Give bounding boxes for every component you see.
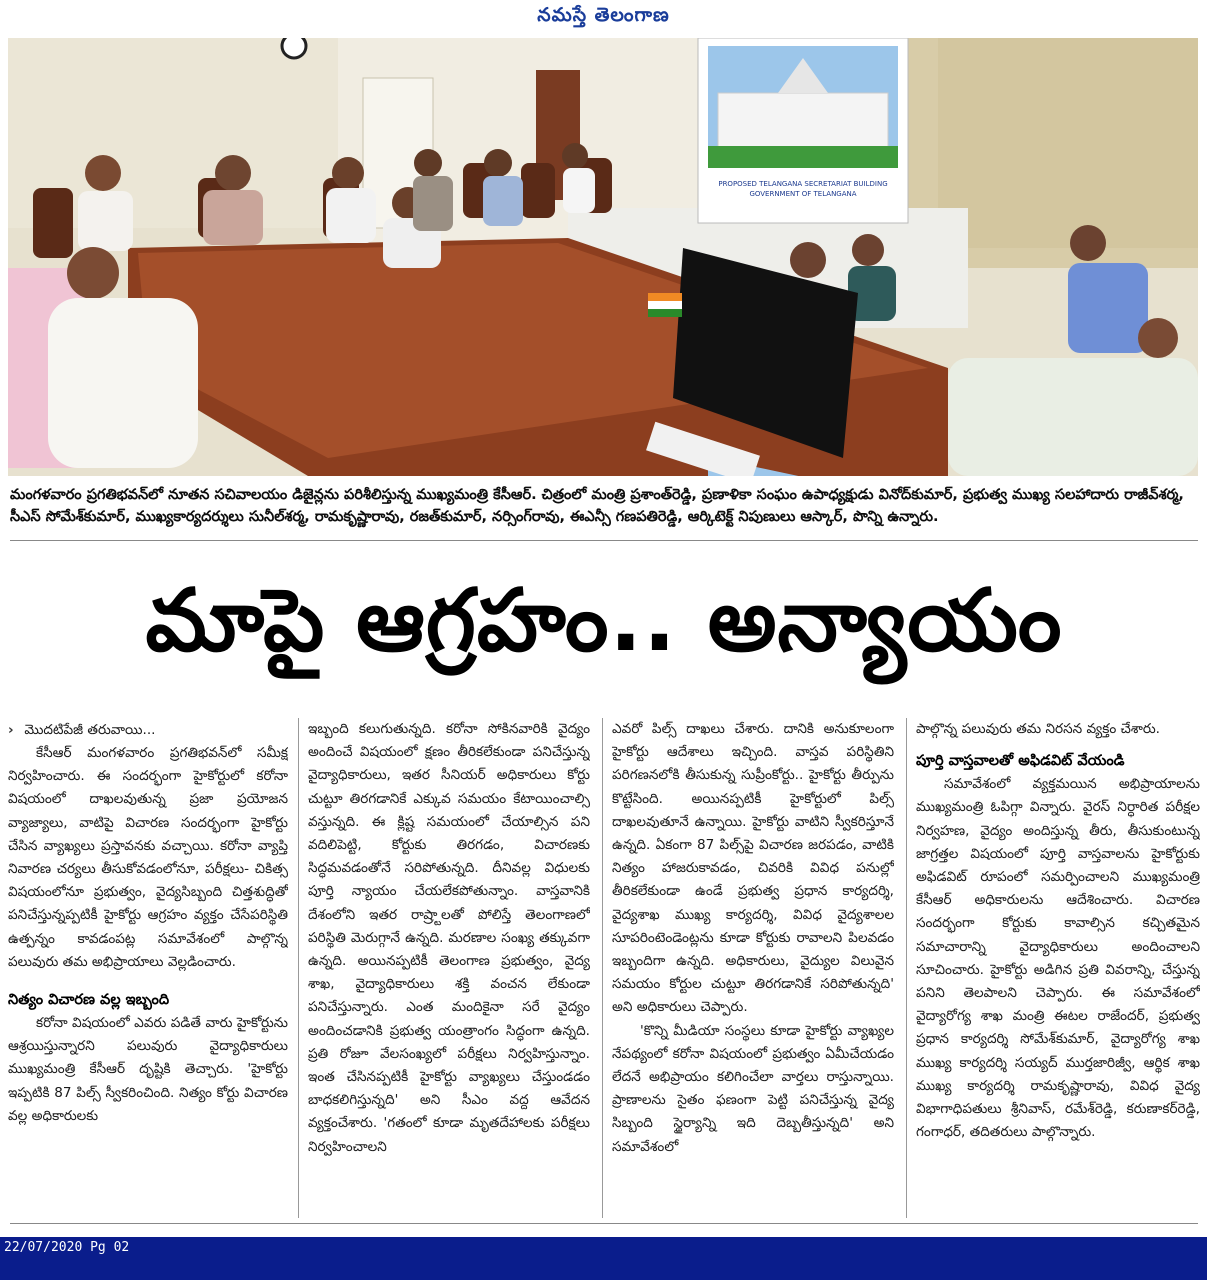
news-photo xyxy=(8,38,1198,476)
paragraph: ఎవరో పిల్స్‌ దాఖలు చేశారు. దానికి అనుకూలంగా హైకోర్టు ఆదేశాలు ఇచ్చింది. వాస్తవ పరిస్థితిని పరిగణనలోకి తీసుకున్న సుప్రీంకోర్టు.. హైకోర్టు తీర్పును కొట్టేసింది. అయినప్పటికీ హైకోర్టులో పిల్స్‌ దాఖలవుతూనే ఉన్నాయి. హైకోర్టు వాటిని స్వీకరిస్తూనే ఉన్నది. ఏకంగా 87 పిల్స్‌పై విచారణ జరపడం, వాటికి నిత్యం హాజరుకావడం, చివరికి వివిధ పనుల్లో తీరికలేకుండా ఉండే ప్రభుత్వ ప్రధాన కార్యదర్శి, వైద్యశాఖ ముఖ్య కార్యదర్శి, వివిధ వైద్యశాలల సూపరింటెండెంట్లను కూడా కోర్టుకు రావాలని పిలవడం ఇబ్బందిగా ఉన్నది. అధికారులు, వైద్యుల విలువైన సమయం కోర్టుల చుట్టూ తిరగడానికే సరిపోతున్నది' అని అధికారులు చెప్పారు. xyxy=(612,721,894,1016)
caption-divider xyxy=(10,540,1198,541)
footer-bar xyxy=(0,1237,1207,1280)
screen-text-line-2: GOVERNMENT OF TELANGANA xyxy=(749,190,857,198)
column-divider xyxy=(906,718,907,1218)
paragraph: కేసీఆర్‌ మంగళవారం ప్రగతిభవన్‌లో సమీక్ష నిర్వహించారు. ఈ సందర్భంగా హైకోర్టులో కరోనా విషయంలో దాఖలవుతున్న ప్రజా ప్రయోజన వ్యాజ్యాలు, వాటిపై విచారణ సందర్భంగా హైకోర్టు చేసిన వ్యాఖ్యలు ప్రస్తావనకు వచ్చాయి. కరోనా వ్యాప్తి నివారణ చర్యలు తీసుకోవడంలోనూ, పరీక్షలు- చికిత్స విషయంలోనూ ప్రభుత్వం, వైద్యసిబ్బంది చిత్తశుద్ధితో పనిచేస్తున్నప్పటికీ హైకోర్టు ఆగ్రహం వ్యక్తం చేసేపరిస్థితి ఉత్పన్నం కావడంపట్ల సమావేశంలో పాల్గొన్న పలువురు తమ అభిప్రాయాలు వెల్లడించారు. xyxy=(8,745,288,970)
newspaper-masthead xyxy=(0,0,1207,36)
date-page-label: 22/07/2020 Pg 02 xyxy=(4,1240,130,1255)
paragraph: సమావేశంలో వ్యక్తమయిన అభిప్రాయాలను ముఖ్యమంత్రి ఓపిగ్గా విన్నారు. వైరస్‌ నిర్ధారిత పరీక్షల నిర్వహణ, వైద్యం అందిస్తున్న తీరు, తీసుకుంటున్న జాగ్రత్తల విషయంలో పూర్తి వాస్తవాలను హైకోర్టుకు అఫిడవిట్‌ రూపంలో సమర్పించాలని ముఖ్యమంత్రి కేసీఆర్‌ అధికారులను ఆదేశించారు. విచారణ సందర్భంగా కోర్టుకు కావాల్సిన కచ్చితమైన సమాచారాన్ని వైద్యాధికారులు అందించాలని సూచించారు. హైకోర్టు అడిగిన ప్రతి వివరాన్ని, చేస్తున్న పనిని తెలపాలని చెప్పారు. ఈ సమావేశంలో వైద్యారోగ్య శాఖ మంత్రి ఈటల రాజేందర్‌, ప్రభుత్వ ప్రధాన కార్యదర్శి సోమేశ్‌కుమార్‌, వైద్యారోగ్య శాఖ ముఖ్య కార్యదర్శి సయ్యద్‌ ముర్తజారిజ్వీ, ఆర్థిక శాఖ ముఖ్య కార్యదర్శి రామకృష్ణారావు, వివిధ వైద్య విభాగాధిపతులు శ్రీనివాస్‌, రమేశ్‌రెడ్డి, కరుణాకర్‌రెడ్డి, గంగాధర్‌, తదితరులు పాల్గొన్నారు. xyxy=(916,776,1200,1141)
paragraph: ఇబ్బంది కలుగుతున్నది. కరోనా సోకినవారికి వైద్యం అందించే విషయంలో క్షణం తీరికలేకుండా పనిచేస్తున్న వైద్యాధికారులు, ఇతర సీనియర్‌ అధికారులు కోర్టు చుట్టూ తిరగడానికే ఎక్కువ సమయం కేటాయించాల్సి వస్తున్నది. ఈ క్లిష్ట సమయంలో చేయాల్సిన పని వదిలిపెట్టి, కోర్టుకు తిరగడం, విచారణకు సిద్ధమవడంతోనే సరిపోతున్నది. దీనివల్ల విధులకు పూర్తి న్యాయం చేయలేకపోతున్నాం. వాస్తవానికి దేశంలోని ఇతర రాష్ర్టాలతో పోలిస్తే తెలంగాణలో పరిస్థితి మెరుగ్గానే ఉన్నది. మరణాల సంఖ్య తక్కువగా ఉన్నది. అయినప్పటికీ తెలంగాణ ప్రభుత్వం, వైద్య శాఖ, వైద్యాధికారులు శక్తి వంచన లేకుండా పనిచేస్తున్నారు. ఎంత మందికైనా సరే వైద్యం అందించడానికి ప్రభుత్వ యంత్రాంగం సిద్ధంగా ఉన్నది. ప్రతి రోజూ వేలసంఖ్యలో పరీక్షలు నిర్వహిస్తున్నాం. ఇంత చేసినప్పటికీ హైకోర్టు వ్యాఖ్యలు చేస్తుండడం బాధకలిగిస్తున్నది' అని సీఎం వద్ద ఆవేదన వ్యక్తంచేశారు. 'గతంలో కూడా మృతదేహాలకు పరీక్షలు నిర్వహించాలని xyxy=(308,721,590,1155)
article-headline: మాపై ఆగ్రహం.. అన్యాయం xyxy=(145,571,1063,671)
column-divider xyxy=(602,718,603,1218)
paragraph: కరోనా విషయంలో ఎవరు పడితే వారు హైకోర్టును ఆశ్రయిస్తున్నారని పలువురు వైద్యాధికారులు ముఖ్యమంత్రి కేసీఆర్‌ దృష్టికి తెచ్చారు. 'హైకోర్టు ఇప్పటికి 87 పిల్స్‌ స్వీకరించింది. నిత్యం కోర్టు విచారణ వల్ల అధికారులకు xyxy=(8,1015,288,1124)
article-column-3 xyxy=(612,718,894,1218)
paragraph: 'కొన్ని మీడియా సంస్థలు కూడా హైకోర్టు వ్యాఖ్యల నేపథ్యంలో కరోనా విషయంలో ప్రభుత్వం ఏమీచేయడం లేదనే అభిప్రాయం కలిగించేలా వార్తలు రాస్తున్నాయి. ప్రాణాలను సైతం ఫణంగా పెట్టి పనిచేస్తున్న వైద్య సిబ్బంది స్థైర్యాన్ని ఇది దెబ్బతీస్తున్నది' అని సమావేశంలో xyxy=(612,1022,894,1155)
paragraph: పాల్గొన్న పలువురు తమ నిరసన వ్యక్తం చేశారు. xyxy=(916,721,1160,737)
subheading: నిత్యం విచారణ వల్ల ఇబ్బంది xyxy=(8,992,170,1009)
meeting-room-illustration xyxy=(8,38,1198,476)
article-column-2 xyxy=(308,718,590,1218)
screen-text-line-1: PROPOSED TELANGANA SECRETARIAT BUILDING xyxy=(718,180,888,188)
photo-caption: మంగళవారం ప్రగతిభవన్‌లో నూతన సచివాలయం డిజైన్లను పరిశీలిస్తున్న ముఖ్యమంత్రి కేసీఆర్‌. చిత్రంలో మంత్రి ప్రశాంత్‌రెడ్డి, ప్రణాళికా సంఘం ఉపాధ్యక్షుడు వినోద్‌కుమార్‌, ప్రభుత్వ ముఖ్య సలహాదారు రాజీవ్‌శర్మ, సీఎస్‌ సోమేశ్‌కుమార్‌, ముఖ్యకార్యదర్శులు సునీల్‌శర్మ, రామకృష్ణారావు, రజత్‌కుమార్‌, నర్సింగ్‌రావు, ఈఎన్సీ గణపతిరెడ్డి, ఆర్కిటెక్ట్‌ నిపుణులు ఆస్కార్‌, పొన్ని ఉన్నారు. xyxy=(10,487,1184,525)
article-column-1 xyxy=(8,718,288,1218)
jump-label: మొదటిపేజీ తరువాయి... xyxy=(24,722,156,738)
masthead-title: నమస్తే తెలంగాణ xyxy=(537,4,670,26)
column-divider xyxy=(298,718,299,1218)
article-column-4 xyxy=(916,718,1200,1218)
continued-from-front-page[interactable] xyxy=(8,718,288,742)
chevron-right-icon: › xyxy=(8,722,14,738)
article-body xyxy=(8,718,1200,1218)
bottom-divider xyxy=(10,1223,1198,1224)
subheading: పూర్తి వాస్తవాలతో అఫిడవిట్‌ వేయండి xyxy=(916,753,1125,770)
